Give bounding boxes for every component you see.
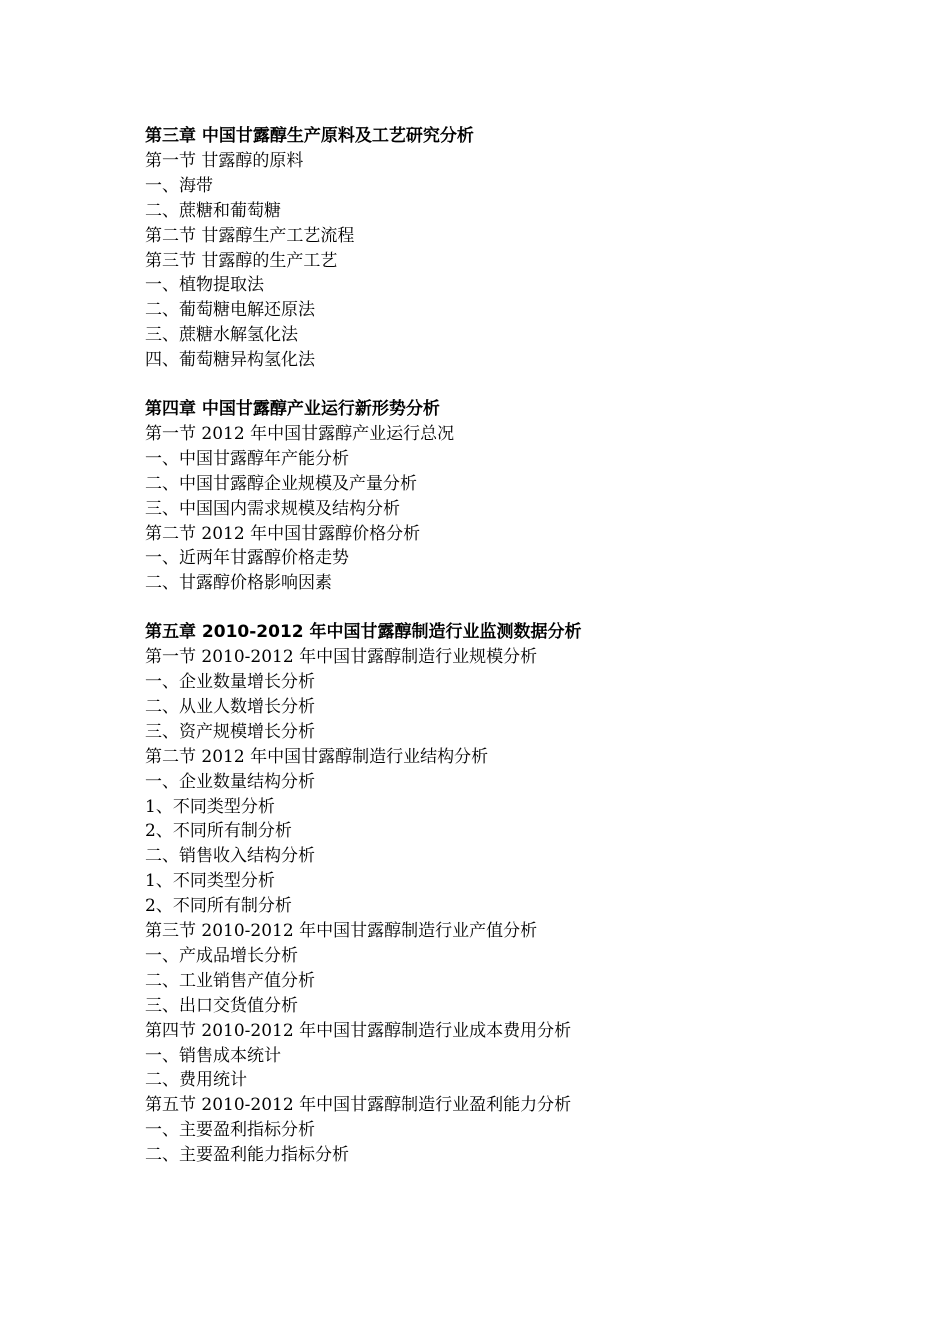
toc-line: 一、植物提取法 bbox=[145, 275, 264, 296]
toc-line: 2、不同所有制分析 bbox=[145, 821, 292, 842]
toc-line: 三、出口交货值分析 bbox=[145, 995, 298, 1016]
toc-line: 第二节 2012 年中国甘露醇制造行业结构分析 bbox=[145, 746, 489, 767]
toc-line: 二、费用统计 bbox=[145, 1070, 247, 1091]
toc-line: 一、企业数量增长分析 bbox=[145, 672, 315, 693]
chapter-title: 第五章 2010-2012 年中国甘露醇制造行业监测数据分析 bbox=[145, 622, 582, 643]
toc-line: 一、销售成本统计 bbox=[145, 1045, 281, 1066]
toc-line: 第五节 2010-2012 年中国甘露醇制造行业盈利能力分析 bbox=[145, 1095, 572, 1116]
toc-line: 一、中国甘露醇年产能分析 bbox=[145, 448, 349, 469]
toc-line: 第二节 甘露醇生产工艺流程 bbox=[145, 225, 355, 246]
toc-line: 一、企业数量结构分析 bbox=[145, 771, 315, 792]
toc-line: 1、不同类型分析 bbox=[145, 796, 275, 817]
chapter-title: 第三章 中国甘露醇生产原料及工艺研究分析 bbox=[145, 126, 474, 146]
toc-line: 二、主要盈利能力指标分析 bbox=[145, 1145, 349, 1166]
toc-line: 三、中国国内需求规模及结构分析 bbox=[145, 498, 400, 519]
toc-line: 第四节 2010-2012 年中国甘露醇制造行业成本费用分析 bbox=[145, 1020, 572, 1041]
toc-line: 二、甘露醇价格影响因素 bbox=[145, 573, 332, 594]
toc-line: 二、工业销售产值分析 bbox=[145, 970, 315, 991]
toc-line: 1、不同类型分析 bbox=[145, 871, 275, 892]
toc-line: 一、主要盈利指标分析 bbox=[145, 1120, 315, 1141]
chapter-3 bbox=[145, 124, 845, 373]
toc-line: 第二节 2012 年中国甘露醇价格分析 bbox=[145, 523, 421, 544]
toc-line: 第一节 2010-2012 年中国甘露醇制造行业规模分析 bbox=[145, 647, 538, 668]
toc-line: 一、近两年甘露醇价格走势 bbox=[145, 548, 349, 569]
toc-line: 二、蔗糖和葡萄糖 bbox=[145, 200, 281, 221]
toc-line: 第三节 甘露醇的生产工艺 bbox=[145, 250, 338, 271]
chapter-5 bbox=[145, 620, 845, 1168]
toc-line: 四、葡萄糖异构氢化法 bbox=[145, 350, 315, 371]
toc-line: 二、中国甘露醇企业规模及产量分析 bbox=[145, 473, 417, 494]
toc-line: 第一节 甘露醇的原料 bbox=[145, 151, 304, 171]
toc-line: 2、不同所有制分析 bbox=[145, 896, 292, 917]
chapter-title: 第四章 中国甘露醇产业运行新形势分析 bbox=[145, 399, 440, 420]
toc-line: 二、从业人数增长分析 bbox=[145, 697, 315, 718]
chapter-4 bbox=[145, 397, 845, 596]
toc-line: 二、葡萄糖电解还原法 bbox=[145, 300, 315, 321]
toc-line: 三、资产规模增长分析 bbox=[145, 721, 315, 742]
toc-line: 第三节 2010-2012 年中国甘露醇制造行业产值分析 bbox=[145, 921, 538, 942]
toc-line: 第一节 2012 年中国甘露醇产业运行总况 bbox=[145, 424, 455, 445]
toc-line: 一、海带 bbox=[145, 175, 213, 196]
document-page bbox=[145, 124, 845, 1192]
toc-line: 三、蔗糖水解氢化法 bbox=[145, 325, 298, 346]
toc-line: 一、产成品增长分析 bbox=[145, 945, 298, 966]
toc-line: 二、销售收入结构分析 bbox=[145, 846, 315, 867]
